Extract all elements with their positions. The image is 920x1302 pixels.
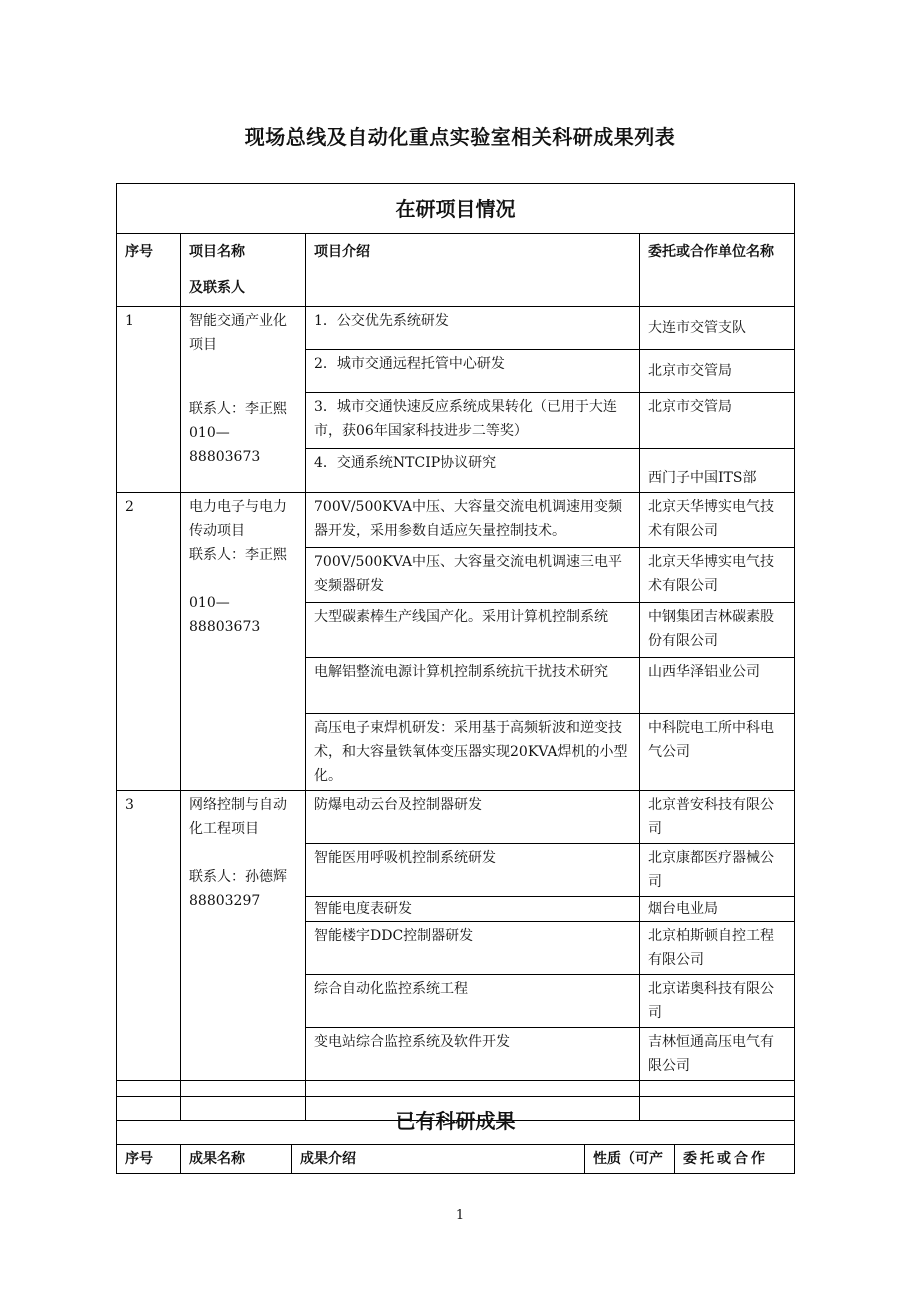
header-intro: 项目介绍	[306, 234, 640, 307]
group-seq: 1	[117, 307, 181, 493]
header-project-name-line1: 项目名称	[189, 244, 245, 260]
achv-header-partner: 委托或合作	[675, 1145, 795, 1174]
header-project-name-line2: 及联系人	[189, 280, 245, 296]
achv-header-nature: 性质（可产	[585, 1145, 675, 1174]
achievements-table	[116, 1096, 795, 1174]
project-partner: 北京柏斯顿自控工程有限公司	[640, 922, 795, 975]
project-intro: 4．交通系统NTCIP协议研究	[306, 449, 640, 493]
project-intro: 智能楼宇DDC控制器研发	[306, 922, 640, 975]
project-partner: 西门子中国ITS部	[640, 449, 795, 493]
project-intro: 700V/500KVA中压、大容量交流电机调速三电平变频器研发	[306, 548, 640, 603]
group-phone: 010—88803673	[189, 595, 261, 635]
ongoing-projects-table	[116, 183, 795, 1121]
page-number: 1	[455, 1208, 465, 1223]
ongoing-section-title: 在研项目情况	[117, 184, 795, 234]
group-seq: 3	[117, 791, 181, 1081]
project-partner: 北京市交管局	[640, 350, 795, 393]
project-intro: 高压电子束焊机研发：采用基于高频斩波和逆变技术，和大容量铁氧体变压器实现20KVA焊机的小型化。	[306, 714, 640, 791]
group-project-name: 电力电子与电力传动项目	[189, 499, 287, 539]
header-project-name	[181, 234, 306, 307]
project-partner: 烟台电业局	[640, 897, 795, 922]
group-project-name: 网络控制与自动化工程项目	[189, 797, 287, 837]
group-project-cell	[181, 493, 306, 791]
project-intro: 大型碳素棒生产线国产化。采用计算机控制系统	[306, 603, 640, 658]
project-intro: 防爆电动云台及控制器研发	[306, 791, 640, 844]
group-phone: 88803297	[189, 893, 261, 909]
project-partner: 北京市交管局	[640, 393, 795, 449]
project-partner: 北京天华博实电气技术有限公司	[640, 493, 795, 548]
project-partner: 中科院电工所中科电气公司	[640, 714, 795, 791]
project-partner: 北京诺奥科技有限公司	[640, 975, 795, 1028]
project-partner: 大连市交管支队	[640, 307, 795, 350]
project-intro: 2．城市交通远程托管中心研发	[306, 350, 640, 393]
project-partner: 北京普安科技有限公司	[640, 791, 795, 844]
group-contact: 联系人：孙德辉	[189, 869, 287, 885]
achv-header-seq: 序号	[117, 1145, 181, 1174]
header-seq: 序号	[117, 234, 181, 307]
group-seq: 2	[117, 493, 181, 791]
project-intro: 变电站综合监控系统及软件开发	[306, 1028, 640, 1081]
header-partner: 委托或合作单位名称	[640, 234, 795, 307]
group-project-name: 智能交通产业化项目	[189, 313, 287, 353]
project-intro: 智能电度表研发	[306, 897, 640, 922]
group-project-cell	[181, 307, 306, 493]
group-contact: 联系人：李正熙	[189, 401, 287, 417]
project-intro: 1．公交优先系统研发	[306, 307, 640, 350]
achv-header-name: 成果名称	[181, 1145, 292, 1174]
group-project-cell	[181, 791, 306, 1081]
project-partner: 北京康都医疗器械公司	[640, 844, 795, 897]
achievements-section-title: 已有科研成果	[117, 1097, 795, 1145]
project-intro: 3．城市交通快速反应系统成果转化（已用于大连市，获06年国家科技进步二等奖）	[306, 393, 640, 449]
project-intro: 700V/500KVA中压、大容量交流电机调速用变频器开发，采用参数自适应矢量控制技术。	[306, 493, 640, 548]
page-title: 现场总线及自动化重点实验室相关科研成果列表	[244, 125, 676, 149]
group-phone: 010—88803673	[189, 425, 261, 465]
project-partner: 山西华泽铝业公司	[640, 658, 795, 714]
project-partner: 北京天华博实电气技术有限公司	[640, 548, 795, 603]
project-intro: 综合自动化监控系统工程	[306, 975, 640, 1028]
project-partner: 吉林恒通高压电气有限公司	[640, 1028, 795, 1081]
project-partner: 中钢集团吉林碳素股份有限公司	[640, 603, 795, 658]
achv-header-intro: 成果介绍	[292, 1145, 585, 1174]
group-contact: 联系人：李正熙	[189, 547, 287, 563]
project-intro: 智能医用呼吸机控制系统研发	[306, 844, 640, 897]
project-intro: 电解铝整流电源计算机控制系统抗干扰技术研究	[306, 658, 640, 714]
